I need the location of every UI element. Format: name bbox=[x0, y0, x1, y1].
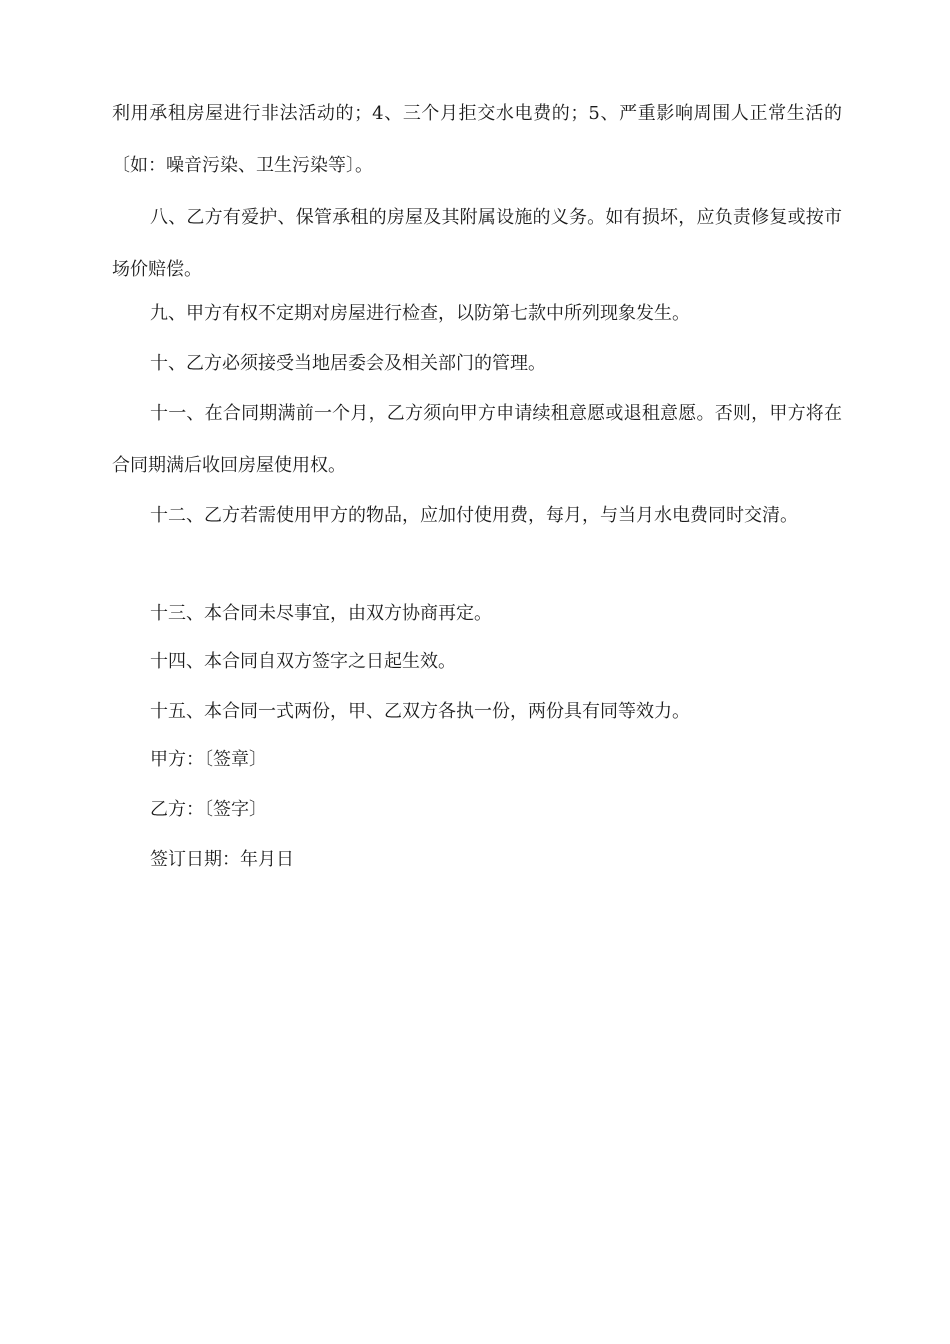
clause-11: 十一、在合同期满前一个月，乙方须向甲方申请续租意愿或退租意愿。否则，甲方将在合同期满后收回房屋使用权。 bbox=[112, 403, 842, 476]
clause-14: 十四、本合同自双方签字之日起生效。 bbox=[150, 651, 456, 672]
clause-10: 十、乙方必须接受当地居委会及相关部门的管理。 bbox=[150, 353, 546, 374]
clause-7-continued: 利用承租房屋进行非法活动的；4、三个月拒交水电费的；5、严重影响周围人正常生活的〔如：噪音污染、卫生污染等〕。 bbox=[112, 103, 842, 176]
clause-13: 十三、本合同未尽事宜，由双方协商再定。 bbox=[150, 603, 492, 624]
party-b-signature: 乙方：〔签字〕 bbox=[150, 799, 267, 820]
party-a-signature: 甲方：〔签章〕 bbox=[150, 749, 267, 770]
clause-12: 十二、乙方若需使用甲方的物品，应加付使用费，每月，与当月水电费同时交清。 bbox=[150, 505, 798, 526]
sign-date: 签订日期：年月日 bbox=[150, 849, 294, 870]
clause-15: 十五、本合同一式两份，甲、乙双方各执一份，两份具有同等效力。 bbox=[150, 701, 690, 722]
clause-8: 八、乙方有爱护、保管承租的房屋及其附属设施的义务。如有损坏，应负责修复或按市场价赔偿。 bbox=[112, 207, 842, 280]
clause-9: 九、甲方有权不定期对房屋进行检查，以防第七款中所列现象发生。 bbox=[150, 303, 690, 324]
